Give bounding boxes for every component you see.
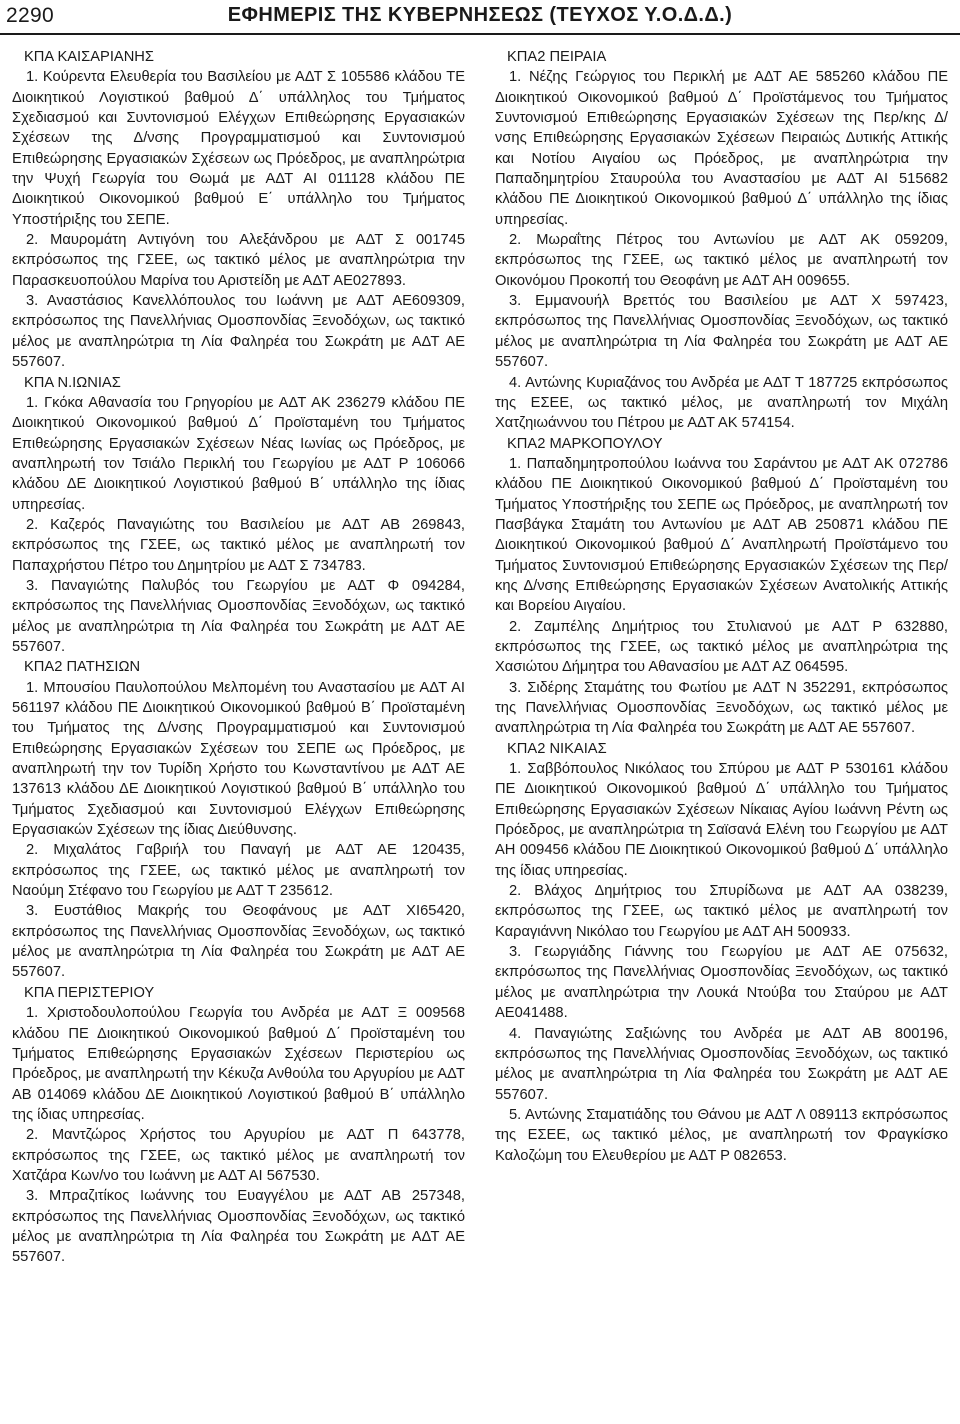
member-entry: 4. Παναγιώτης Σαξιώνης του Ανδρέα με ΑΔΤ ΑΒ 800196, εκπρόσωπος της Πανελλήνιας Ομοσπονδίας Ξενοδόχων, ως τακτικό μέλος με αναπληρώτρια τη Λία Φαληρέα του Σωκράτη με ΑΔΤ ΑΕ 557607. xyxy=(495,1025,948,1103)
section-heading: ΚΠΑ Ν.ΙΩΝΙΑΣ xyxy=(24,374,121,391)
member-entry: 1. Γκόκα Αθανασία του Γρηγορίου με ΑΔΤ ΑΚ 236279 κλάδου ΠΕ Διοικητικού Οικονομικού βαθμού Δ΄ Προϊσταμένη του Τμήματος Επιθεώρησης Εργασιακών Σχέσεων Νέας Ιωνίας ως Πρόεδρος, με αναπληρωτή τον Τσιάλο Περικλή του Γεωργίου με ΑΔΤ Ρ 106066 κλάδου ΔΕ Διοικητικού Λογιστικού βαθμού Β΄ υπάλληλο της ίδιας υπηρεσίας. xyxy=(12,394,465,513)
member-entry: 1. Νέζης Γεώργιος του Περικλή με ΑΔΤ ΑΕ 585260 κλάδου ΠΕ Διοικητικού Οικονομικού βαθμού Δ΄ Προϊστάμενος του Τμήματος Συντονισμού Επιθεώρησης Εργασιακών Σχέσεων της Περ/κης Δ/νσης Επιθεώρησης Εργασιακών Σχέσεων Πειραιώς Δυτικής Αττικής και Νοτίου Αιγαίου ως Πρόεδρος, με αναπληρώτρια την Παπαδημητρίου Σταυρούλα του Αναστασίου με ΑΔΤ ΑΙ 515682 κλάδου ΠΕ Διοικητικού Οικονομικού βαθμού Δ΄ υπάλληλο της ίδιας υπηρεσίας. xyxy=(495,69,948,228)
right-column xyxy=(495,47,948,1166)
member-entry: 4. Αντώνης Κυριαζάνος του Ανδρέα με ΑΔΤ Τ 187725 εκπρόσωπος της ΕΣΕΕ, ως τακτικό μέλος, με αναπληρωτή τον Μιχάλη Χατζηιωάννου του Πέτρου με ΑΔΤ ΑΚ 574154. xyxy=(495,374,948,432)
member-entry: 5. Αντώνης Σταματιάδης του Θάνου με ΑΔΤ Λ 089113 εκπρόσωπος της ΕΣΕΕ, ως τακτικό μέλος, με αναπληρωτή τον Φραγκίσκο Καλοζώμη του Ελευθερίου με ΑΔΤ Ρ 082653. xyxy=(495,1106,948,1164)
member-entry: 2. Ζαμπέλης Δημήτριος του Στυλιανού με ΑΔΤ Ρ 632880, εκπρόσωπος της ΓΣΕΕ, ως τακτικό μέλος με αναπληρώτρια της Χασιώτου Δήμητρα του Αθανασίου με ΑΔΤ ΑΖ 064595. xyxy=(495,618,948,676)
page-header xyxy=(0,0,960,40)
member-entry: 3. Παναγιώτης Παλυβός του Γεωργίου με ΑΔΤ Φ 094284, εκπρόσωπος της Πανελλήνιας Ομοσπονδίας Ξενοδόχων, ως τακτικό μέλος με αναπληρώτρια τη Λία Φαληρέα του Σωκράτη με ΑΔΤ ΑΕ 557607. xyxy=(12,577,465,655)
member-entry: 3. Γεωργιάδης Γιάννης του Γεωργίου με ΑΔΤ ΑΕ 075632, εκπρόσωπος της Πανελλήνιας Ομοσπονδίας Ξενοδόχων, ως τακτικό μέλος με αναπληρώτρια την Λουκά Ντούβα του Σταύρου με ΑΔΤ ΑΕ041488. xyxy=(495,944,948,1022)
member-entry: 2. Μαυρομάτη Αντιγόνη του Αλεξάνδρου με ΑΔΤ Σ 001745 εκπρόσωπος της ΓΣΕΕ, ως τακτικό μέλος με αναπληρώτρια την Παρασκευοπούλου Μαρίνα του Αριστείδη με ΑΔΤ ΑΕ027893. xyxy=(12,232,465,289)
member-entry: 2. Καζερός Παναγιώτης του Βασιλείου με ΑΔΤ ΑΒ 269843, εκπρόσωπος της ΓΣΕΕ, ως τακτικό μέλος με αναπληρωτή τον Παπαχρήστου Πέτρο του Δημητρίου με ΑΔΤ Σ 734783. xyxy=(12,516,465,574)
member-entry: 1. Κούρεντα Ελευθερία του Βασιλείου με ΑΔΤ Σ 105586 κλάδου ΤΕ Διοικητικού Λογιστικού βαθμού Δ΄ υπάλληλος του Τμήματος Σχεδιασμού και Συντονισμού Ελέγχων Επιθεώρησης Εργασιακών Σχέσεων της Δ/νσης Προγραμματισμού και Συντονισμού Επιθεώρησης Εργασιακών Σχέσεων ως Πρόεδρος, με αναπληρώτρια την Ψυχή Γεωργία του Θωμά με ΑΔΤ ΑΙ 011128 κλάδου ΠΕ Διοικητικού Οικονομικού βαθμού Ε΄ υπάλληλο του Τμήματος Υποστήριξης του ΣΕΠΕ. xyxy=(12,69,465,228)
member-entry: 1. Σαββόπουλος Νικόλαος του Σπύρου με ΑΔΤ Ρ 530161 κλάδου ΠΕ Διοικητικού Οικονομικού βαθμού Δ΄ υπάλληλο του Τμήματος Επιθεώρησης Εργασιακών Σχέσεων Νίκαιας Αγίου Ιωάννη Ρέντη ως Πρόεδρος, με αναπληρώτρια τη Σαϊσανά Ελένη του Γεωργίου με ΑΔΤ ΑΗ 009456 κλάδου ΠΕ Διοικητικού Οικονομικού βαθμού Δ΄ υπάλληλο της ίδιας υπηρεσίας. xyxy=(495,761,948,879)
section-heading: ΚΠΑ ΚΑΙΣΑΡΙΑΝΗΣ xyxy=(24,49,154,65)
left-column xyxy=(12,47,465,1268)
member-entry: 3. Ευστάθιος Μακρής του Θεοφάνους με ΑΔΤ ΧΙ65420, εκπρόσωπος της Πανελλήνιας Ομοσπονδίας Ξενοδόχων, ως τακτικό μέλος με αναπληρώτρια τη Λία Φαληρέα του Σωκράτη με ΑΔΤ ΑΕ 557607. xyxy=(12,903,465,981)
member-entry: 2. Μωραΐτης Πέτρος του Αντωνίου με ΑΔΤ ΑΚ 059209, εκπρόσωπος της ΓΣΕΕ, ως τακτικό μέλος με αναπληρωτή τον Οικονόμου Προκοπή του Θεοφάνη με ΑΔΤ ΑΗ 009655. xyxy=(495,232,948,289)
member-entry: 2. Μιχαλάτος Γαβριήλ του Παναγή με ΑΔΤ ΑΕ 120435, εκπρόσωπος της ΓΣΕΕ, ως τακτικό μέλος με αναπληρωτή τον Ναούμη Στέφανο του Γεωργίου με ΑΔΤ Τ 235612. xyxy=(12,842,465,900)
member-entry: 2. Μαντζώρος Χρήστος του Αργυρίου με ΑΔΤ Π 643778, εκπρόσωπος της ΓΣΕΕ, ως τακτικό μέλος με αναπληρωτή τον Χατζάρα Κων/νο του Ιωάννη με ΑΔΤ ΑΙ 567530. xyxy=(12,1127,465,1184)
section-heading: ΚΠΑ ΠΕΡΙΣΤΕΡΙΟΥ xyxy=(24,984,155,1001)
section-heading: ΚΠΑ2 ΠΑΤΗΣΙΩΝ xyxy=(24,659,141,676)
header-rule xyxy=(0,33,960,35)
section-heading: ΚΠΑ2 ΜΑΡΚΟΠΟΥΛΟΥ xyxy=(507,435,663,452)
member-entry: 3. Σιδέρης Σταμάτης του Φωτίου με ΑΔΤ Ν 352291, εκπρόσωπος της Πανελλήνιας Ομοσπονδίας Ξενοδόχων, ως τακτικό μέλος με αναπληρώτρια τη Λία Φαληρέα του Σωκράτη με ΑΔΤ ΑΕ 557607. xyxy=(495,679,948,737)
member-entry: 3. Μπραζιτίκος Ιωάννης του Ευαγγέλου με ΑΔΤ ΑΒ 257348, εκπρόσωπος της Πανελλήνιας Ομοσπονδίας Ξενοδόχων, ως τακτικό μέλος με αναπληρώτρια τη Λία Φαληρέα του Σωκράτη με ΑΔΤ ΑΕ 557607. xyxy=(12,1188,465,1266)
member-entry: 3. Εμμανουήλ Βρεττός του Βασιλείου με ΑΔΤ Χ 597423, εκπρόσωπος της Πανελλήνιας Ομοσπονδίας Ξενοδόχων, ως τακτικό μέλος με αναπληρώτρια τη Λία Φαληρέα του Σωκράτη με ΑΔΤ ΑΕ 557607. xyxy=(495,293,948,371)
member-entry: 2. Βλάχος Δημήτριος του Σπυρίδωνα με ΑΔΤ ΑΑ 038239, εκπρόσωπος της ΓΣΕΕ, ως τακτικό μέλος με αναπληρωτή τον Καραγιάννη Νικόλαο του Γεωργίου με ΑΔΤ ΑΗ 500933. xyxy=(495,883,948,940)
member-entry: 1. Μπουσίου Παυλοπούλου Μελπομένη του Αναστασίου με ΑΔΤ ΑΙ 561197 κλάδου ΠΕ Διοικητικού Οικονομικού βαθμού Β΄ Προϊσταμένη του Τμήματος της Δ/νσης Προγραμματισμού και Συντονισμού Επιθεώρησης Εργασιακών Σχέσεων του ΣΕΠΕ ως Πρόεδρος, με αναπληρωτή την τον Τυρίδη Χρήστο του Κωνσταντίνου με ΑΔΤ ΑΕ 137613 κλάδου ΔΕ Διοικητικού Λογιστικού βαθμού Β΄ υπάλληλο του Τμήματος Σχεδιασμού και Συντονισμού Ελέγχων Επιθεώρησης Εργασιακών Σχέσεων της ίδιας Διεύθυνσης. xyxy=(12,679,465,839)
member-entry: 1. Παπαδημητροπούλου Ιωάννα του Σαράντου με ΑΔΤ ΑΚ 072786 κλάδου ΠΕ Διοικητικού Οικονομικού βαθμού Δ΄ Προϊσταμένη του Τμήματος Υποστήριξης του ΣΕΠΕ ως Πρόεδρος, με αναπληρωτή τον Πασβάγκα Σταμάτη του Αντωνίου με ΑΔΤ ΑΒ 250871 κλάδου ΠΕ Διοικητικού Οικονομικού βαθμού Δ΄ Αναπληρωτή Προϊστάμενο του Τμήματος Συντονισμού Επιθεώρησης Εργασιακών Σχέσεων της Περ/κης Δ/νσης Επιθεώρησης Εργασιακών Σχέσεων Ανατολικής Αττικής και Βορείου Αιγαίου. xyxy=(495,455,948,615)
page-number: 2290 xyxy=(6,4,54,27)
member-entry: 3. Αναστάσιος Κανελλόπουλος του Ιωάννη με ΑΔΤ ΑΕ609309, εκπρόσωπος της Πανελλήνιας Ομοσπονδίας Ξενοδόχων, ως τακτικό μέλος με αναπληρώτρια τη Λία Φαληρέα του Σωκράτη με ΑΔΤ ΑΕ 557607. xyxy=(12,293,465,371)
member-entry: 1. Χριστοδουλοπούλου Γεωργία του Ανδρέα με ΑΔΤ Ξ 009568 κλάδου ΠΕ Διοικητικού Οικονομικού βαθμού Δ΄ Προϊσταμένη του Τμήματος Επιθεώρησης Εργασιακών Σχέσεων Περιστερίου ως Πρόεδρος, με αναπληρωτή την Κέκυζα Ανθούλα του Αργυρίου με ΑΔΤ ΑΒ 014069 κλάδου ΔΕ Διοικητικού Λογιστικού βαθμού Β΄ υπάλληλο της ίδιας υπηρεσίας. xyxy=(12,1005,465,1123)
section-heading: ΚΠΑ2 ΝΙΚΑΙΑΣ xyxy=(507,740,607,757)
section-heading: ΚΠΑ2 ΠΕΙΡΑΙΑ xyxy=(507,49,607,65)
gazette-title: ΕΦΗΜΕΡΙΣ ΤΗΣ ΚΥΒΕΡΝΗΣΕΩΣ (ΤΕΥΧΟΣ Υ.Ο.Δ.Δ.) xyxy=(227,4,733,26)
